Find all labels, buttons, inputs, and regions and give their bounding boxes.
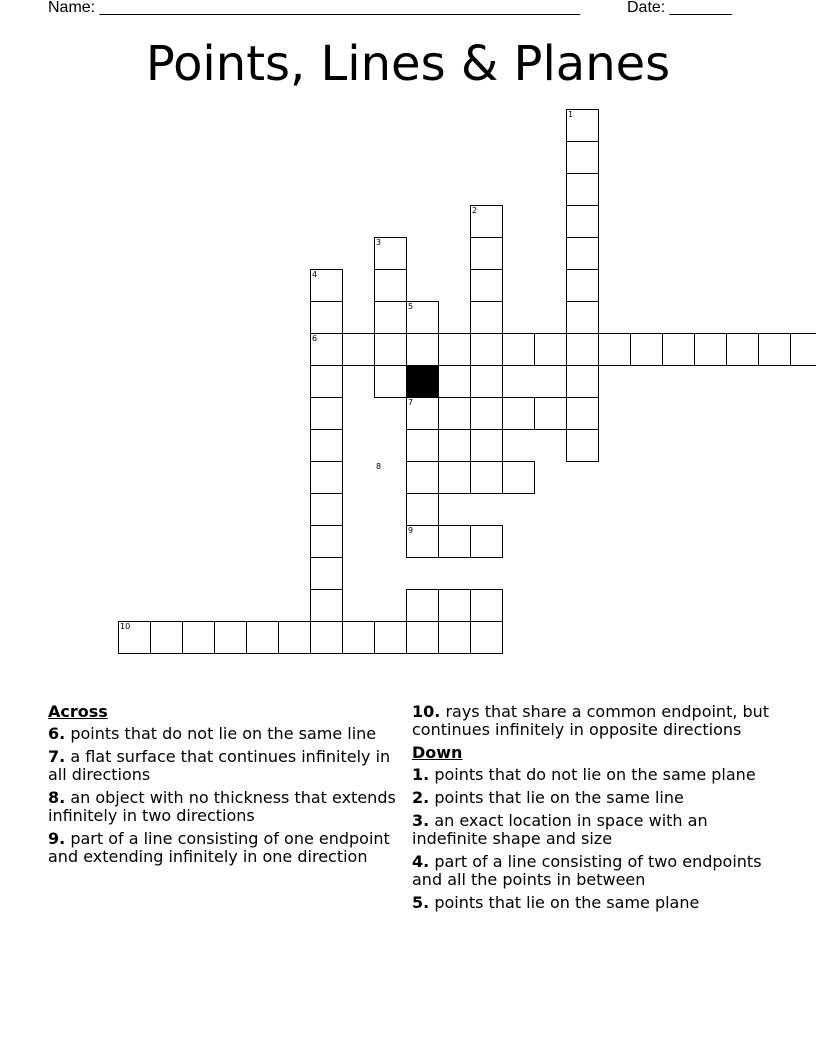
- grid-cell[interactable]: [470, 237, 503, 270]
- clue-number: 9: [408, 526, 414, 535]
- grid-cell[interactable]: [758, 333, 791, 366]
- grid-cell[interactable]: [310, 301, 343, 334]
- grid-cell[interactable]: [374, 301, 407, 334]
- grid-cell[interactable]: [214, 621, 247, 654]
- down-clue-2: 2. points that lie on the same line: [412, 788, 684, 807]
- grid-cell[interactable]: [246, 621, 279, 654]
- grid-cell[interactable]: [470, 589, 503, 622]
- grid-cell[interactable]: [470, 333, 503, 366]
- grid-cell[interactable]: [438, 589, 471, 622]
- grid-cell[interactable]: [310, 557, 343, 590]
- clue-number: 5: [408, 302, 414, 311]
- grid-cell[interactable]: [438, 621, 471, 654]
- down-clue-3: 3. an exact location in space with an indefinite shape and size: [412, 811, 708, 848]
- grid-cell[interactable]: [566, 173, 599, 206]
- blocked-cell: [406, 365, 439, 398]
- grid-cell[interactable]: [726, 333, 759, 366]
- across-clue-9: 9. part of a line consisting of one endpoint and extending infinitely in one direction: [48, 829, 390, 866]
- grid-cell[interactable]: [566, 429, 599, 462]
- grid-cell[interactable]: [406, 589, 439, 622]
- grid-cell[interactable]: [310, 397, 343, 430]
- grid-cell[interactable]: [502, 397, 535, 430]
- grid-cell[interactable]: [566, 269, 599, 302]
- grid-cell[interactable]: [278, 621, 311, 654]
- down-heading: Down: [412, 743, 463, 762]
- grid-cell[interactable]: [566, 333, 599, 366]
- grid-cell[interactable]: [470, 621, 503, 654]
- puzzle-title: Points, Lines & Planes: [145, 36, 671, 92]
- grid-cell[interactable]: [534, 333, 567, 366]
- grid-cell[interactable]: [438, 397, 471, 430]
- clues-right-column: [412, 703, 772, 917]
- down-clue-5: 5. points that lie on the same plane: [412, 893, 700, 912]
- grid-cell[interactable]: [598, 333, 631, 366]
- clue-number: 3: [376, 238, 382, 247]
- grid-cell[interactable]: [502, 333, 535, 366]
- across-clue-10: 10. rays that share a common endpoint, but continues infinitely in opposite directions: [412, 702, 770, 739]
- grid-cell[interactable]: [566, 301, 599, 334]
- grid-cell[interactable]: [342, 621, 375, 654]
- grid-cell[interactable]: [566, 205, 599, 238]
- grid-cell[interactable]: [406, 461, 439, 494]
- grid-cell[interactable]: [438, 333, 471, 366]
- clue-number: 4: [312, 270, 318, 279]
- across-heading: Across: [48, 702, 108, 721]
- grid-cell[interactable]: [790, 333, 816, 366]
- grid-cell[interactable]: [534, 397, 567, 430]
- grid-cell[interactable]: [566, 141, 599, 174]
- grid-cell[interactable]: [630, 333, 663, 366]
- grid-cell[interactable]: [438, 461, 471, 494]
- grid-cell[interactable]: [438, 525, 471, 558]
- date-field-label: Date: _______: [627, 0, 732, 16]
- down-clue-4: 4. part of a line consisting of two endpoints and all the points in between: [412, 852, 762, 889]
- grid-cell[interactable]: [406, 621, 439, 654]
- across-clue-6: 6. points that do not lie on the same line: [48, 724, 377, 743]
- grid-cell[interactable]: [566, 365, 599, 398]
- down-clue-1: 1. points that do not lie on the same plane: [412, 765, 756, 784]
- grid-cell[interactable]: [310, 429, 343, 462]
- grid-cell[interactable]: [662, 333, 695, 366]
- grid-cell[interactable]: [470, 301, 503, 334]
- grid-cell[interactable]: [566, 397, 599, 430]
- grid-cell[interactable]: [470, 525, 503, 558]
- grid-cell[interactable]: [310, 621, 343, 654]
- grid-cell[interactable]: [406, 333, 439, 366]
- grid-cell[interactable]: [694, 333, 727, 366]
- grid-cell[interactable]: [374, 621, 407, 654]
- grid-cell[interactable]: [342, 333, 375, 366]
- grid-cell[interactable]: [374, 269, 407, 302]
- clues-left-column: [48, 703, 400, 871]
- grid-cell[interactable]: [470, 397, 503, 430]
- name-field-label: Name: ______________________________________________________: [48, 0, 581, 16]
- clue-number: 6: [312, 334, 318, 343]
- grid-cell[interactable]: [310, 525, 343, 558]
- grid-cell[interactable]: [470, 269, 503, 302]
- grid-cell[interactable]: [310, 461, 343, 494]
- clue-number: 10: [120, 622, 131, 631]
- clue-number: 7: [408, 398, 414, 407]
- grid-cell[interactable]: [470, 365, 503, 398]
- grid-cell[interactable]: [310, 589, 343, 622]
- grid-cell[interactable]: [374, 333, 407, 366]
- grid-cell[interactable]: [502, 461, 535, 494]
- clue-number: 1: [568, 110, 574, 119]
- clue-number: 2: [472, 206, 478, 215]
- grid-cell[interactable]: [470, 429, 503, 462]
- grid-cell[interactable]: [310, 365, 343, 398]
- across-clue-8: 8. an object with no thickness that extends infinitely in two directions: [48, 788, 396, 825]
- grid-cell[interactable]: [150, 621, 183, 654]
- grid-cell[interactable]: [310, 493, 343, 526]
- grid-cell[interactable]: [374, 365, 407, 398]
- grid-cell[interactable]: [182, 621, 215, 654]
- grid-cell[interactable]: [406, 429, 439, 462]
- grid-cell[interactable]: [406, 493, 439, 526]
- grid-cell[interactable]: [566, 237, 599, 270]
- across-clue-7: 7. a flat surface that continues infinitely in all directions: [48, 747, 391, 784]
- grid-cell[interactable]: [470, 461, 503, 494]
- clue-number: 8: [376, 462, 382, 471]
